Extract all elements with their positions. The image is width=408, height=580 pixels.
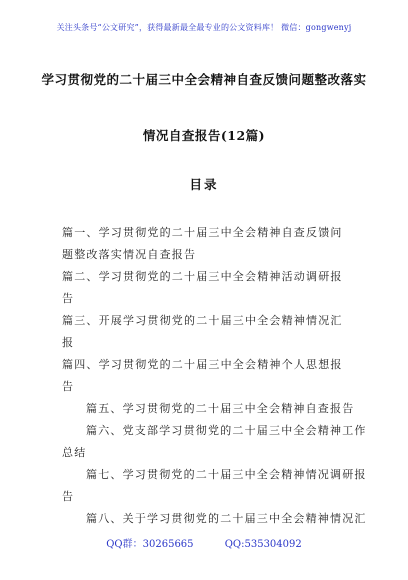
toc-entry-6-line-2: 总结 bbox=[62, 446, 87, 459]
toc-entry-7-line-1: 篇七、学习贯彻党的二十届三中全会精神情况调研报 bbox=[86, 468, 367, 481]
footer-contact bbox=[0, 535, 408, 550]
toc-entry-6-line-1: 篇六、党支部学习贯彻党的二十届三中全会精神工作 bbox=[86, 424, 367, 437]
toc-entry-2-line-2: 告 bbox=[62, 292, 75, 305]
document-title-line-1: 学习贯彻党的二十届三中全会精神自查反馈问题整改落实 bbox=[41, 72, 367, 87]
toc-entry-1-line-2: 题整改落实情况自查报告 bbox=[62, 248, 197, 261]
qq-group-number: QQ群：30265665 bbox=[106, 539, 194, 550]
header-notice: 关注头条号“公文研究”，获得最新最全最专业的公文资料库！ 微信：gongwenyj bbox=[56, 23, 352, 32]
toc-entry-8-line-1: 篇八、关于学习贯彻党的二十届三中全会精神情况汇 bbox=[86, 512, 367, 525]
toc-entry-4-line-2: 告 bbox=[62, 380, 75, 393]
toc-entry-7-line-2: 告 bbox=[62, 490, 75, 503]
toc-entry-3-line-1: 篇三、开展学习贯彻党的二十届三中全会精神情况汇 bbox=[62, 314, 343, 327]
toc-entry-2-line-1: 篇二、学习贯彻党的二十届三中全会精神活动调研报 bbox=[62, 270, 343, 283]
toc-entry-3-line-2: 报 bbox=[62, 336, 75, 349]
toc-entry-1-line-1: 篇一、学习贯彻党的二十届三中全会精神自查反馈问 bbox=[62, 226, 343, 239]
document-title-line-2: 情况自查报告(12篇) bbox=[142, 128, 266, 143]
qq-contact-number: QQ:535304092 bbox=[224, 539, 302, 550]
toc-entry-4-line-1: 篇四、学习贯彻党的二十届三中全会精神个人思想报 bbox=[62, 358, 343, 371]
toc-heading: 目录 bbox=[189, 177, 219, 192]
toc-entry-5: 篇五、学习贯彻党的二十届三中全会精神自查报告 bbox=[86, 402, 355, 415]
